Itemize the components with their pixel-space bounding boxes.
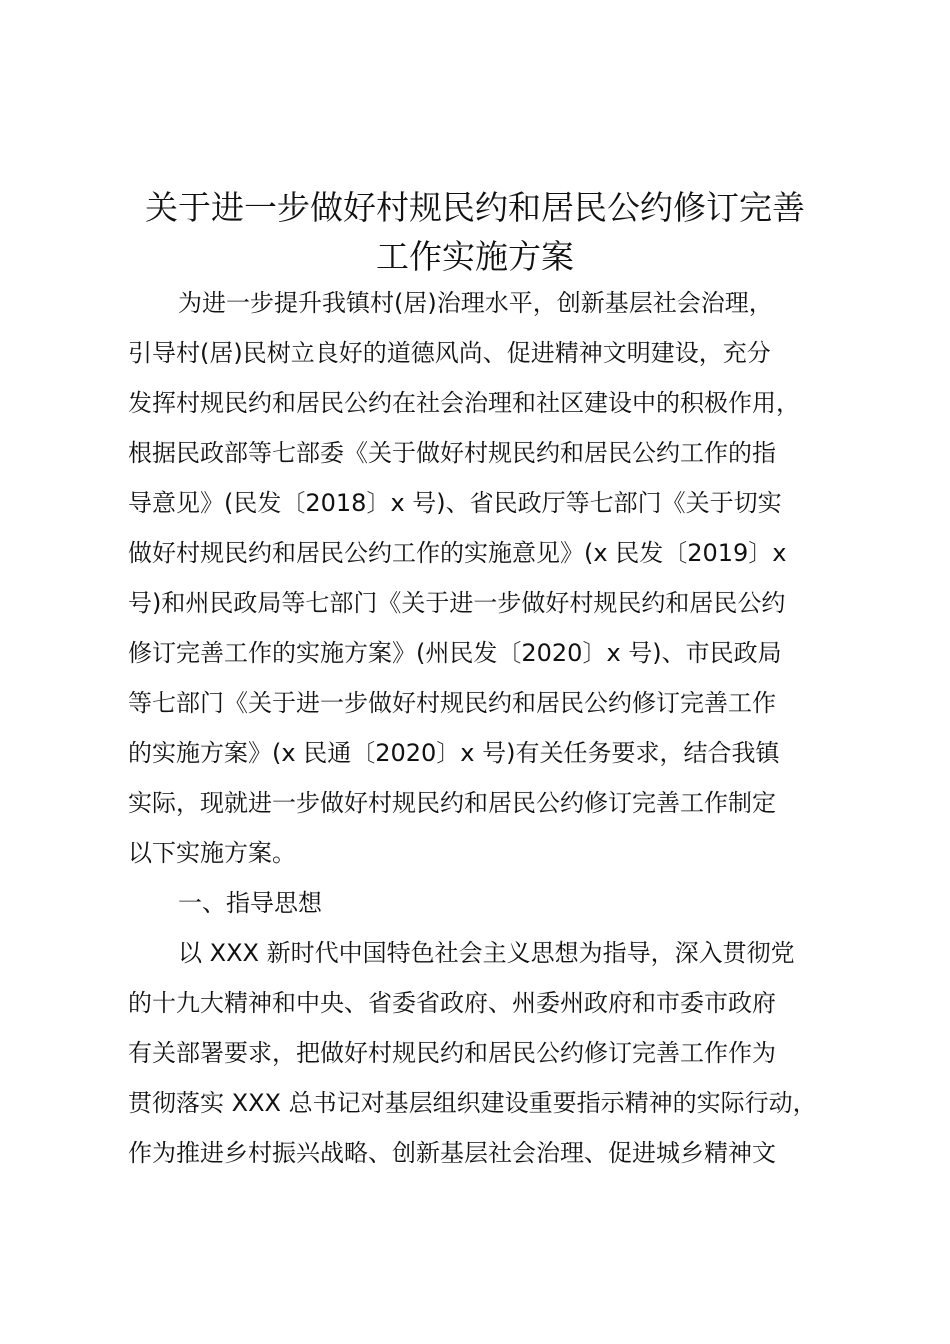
paragraph-line: 导意见》(民发〔2018〕x 号)、省民政厅等七部门《关于切实	[128, 489, 782, 517]
paragraph-line: 做好村规民约和居民公约工作的实施意见》(x 民发〔2019〕x	[128, 539, 787, 567]
paragraph-line: 贯彻落实 XXX 总书记对基层组织建设重要指示精神的实际行动，	[128, 1089, 817, 1117]
paragraph-line: 等七部门《关于进一步做好村规民约和居民公约修订完善工作	[128, 689, 776, 717]
paragraph-line: 根据民政部等七部委《关于做好村规民约和居民公约工作的指	[128, 439, 776, 467]
paragraph-line: 以 XXX 新时代中国特色社会主义思想为指导，深入贯彻党	[178, 939, 795, 967]
paragraph-line: 号)和州民政局等七部门《关于进一步做好村规民约和居民公约	[128, 589, 786, 617]
paragraph-line: 引导村(居)民树立良好的道德风尚、促进精神文明建设，充分	[128, 339, 771, 367]
paragraph-line: 为进一步提升我镇村(居)治理水平，创新基层社会治理，	[178, 289, 773, 317]
paragraph-line: 作为推进乡村振兴战略、创新基层社会治理、促进城乡精神文	[128, 1139, 776, 1167]
paragraph-line: 有关部署要求，把做好村规民约和居民公约修订完善工作作为	[128, 1039, 776, 1067]
paragraph-line: 的实施方案》(x 民通〔2020〕x 号)有关任务要求，结合我镇	[128, 739, 780, 767]
paragraph-line: 的十九大精神和中央、省委省政府、州委州政府和市委市政府	[128, 989, 776, 1017]
paragraph-line: 实际，现就进一步做好村规民约和居民公约修订完善工作制定	[128, 789, 776, 817]
document-title-line-2: 工作实施方案	[376, 237, 574, 276]
paragraph-line: 修订完善工作的实施方案》(州民发〔2020〕x 号)、市民政局	[128, 639, 782, 667]
document-title-line-1: 关于进一步做好村规民约和居民公约修订完善	[145, 188, 805, 227]
paragraph-line: 发挥村规民约和居民公约在社会治理和社区建设中的积极作用，	[128, 389, 800, 417]
section-heading: 一、指导思想	[178, 889, 322, 917]
paragraph-line: 以下实施方案。	[128, 839, 296, 867]
